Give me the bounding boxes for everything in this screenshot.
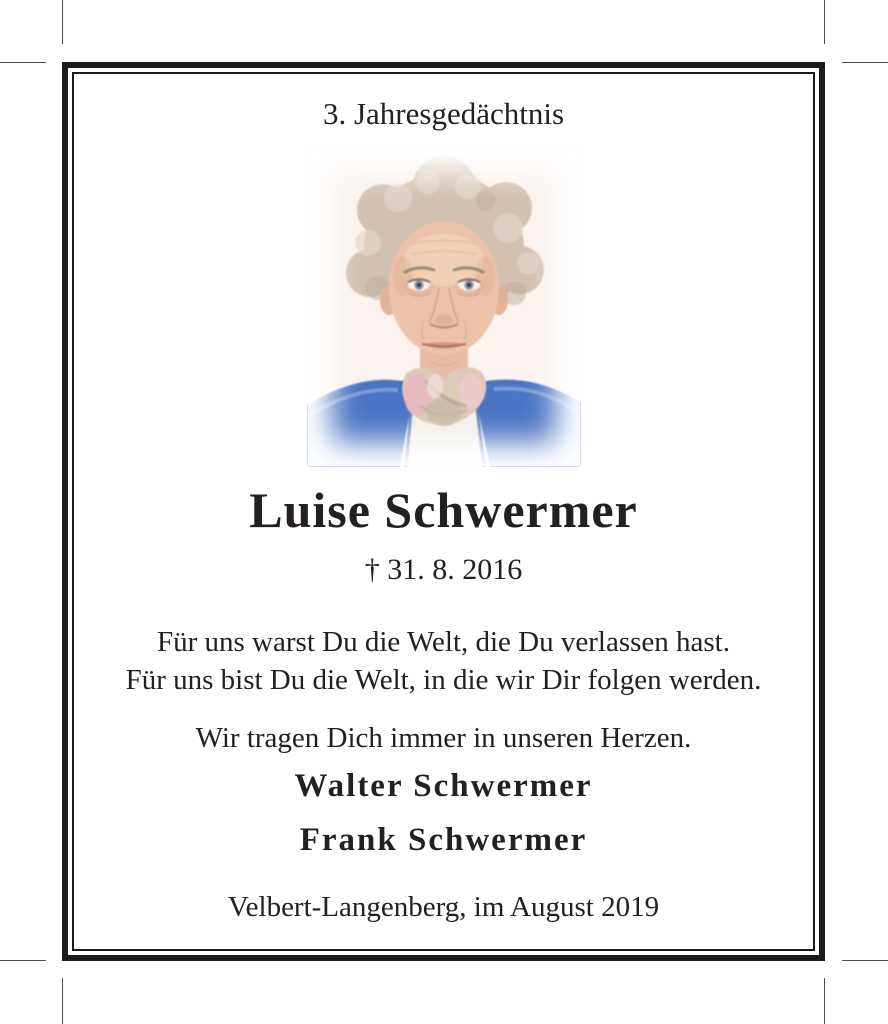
memorial-card-outer-border (62, 62, 825, 961)
occasion-heading: 3. Jahresgedächtnis (322, 96, 565, 131)
death-date: † 31. 8. 2016 (364, 553, 523, 586)
memorial-verse (74, 623, 813, 699)
memorial-card-inner-border (72, 72, 815, 951)
portrait-photo (308, 148, 580, 466)
crop-mark-top-right-vertical (824, 0, 825, 44)
crop-mark-top-left-vertical (62, 0, 63, 44)
mourner-name-1: Walter Schwermer (294, 768, 593, 804)
crop-mark-bottom-left-vertical (62, 978, 63, 1024)
verse-line-1: Für uns warst Du die Welt, die Du verlassen hast. (156, 626, 730, 658)
crop-mark-bottom-left-horizontal (0, 960, 46, 961)
mourner-name-2: Frank Schwermer (299, 822, 588, 858)
verse-line-2: Für uns bist Du die Welt, in die wir Dir folgen werden. (125, 664, 762, 696)
crop-mark-bottom-right-vertical (824, 978, 825, 1024)
deceased-name: Luise Schwermer (249, 482, 638, 538)
crop-mark-top-left-horizontal (0, 62, 46, 63)
portrait-illustration (308, 148, 580, 466)
crop-mark-top-right-horizontal (842, 62, 888, 63)
closing-place-date: Velbert-Langenberg, im August 2019 (227, 891, 660, 923)
crop-mark-bottom-right-horizontal (842, 960, 888, 961)
remembrance-line: Wir tragen Dich immer in unseren Herzen. (195, 722, 692, 754)
